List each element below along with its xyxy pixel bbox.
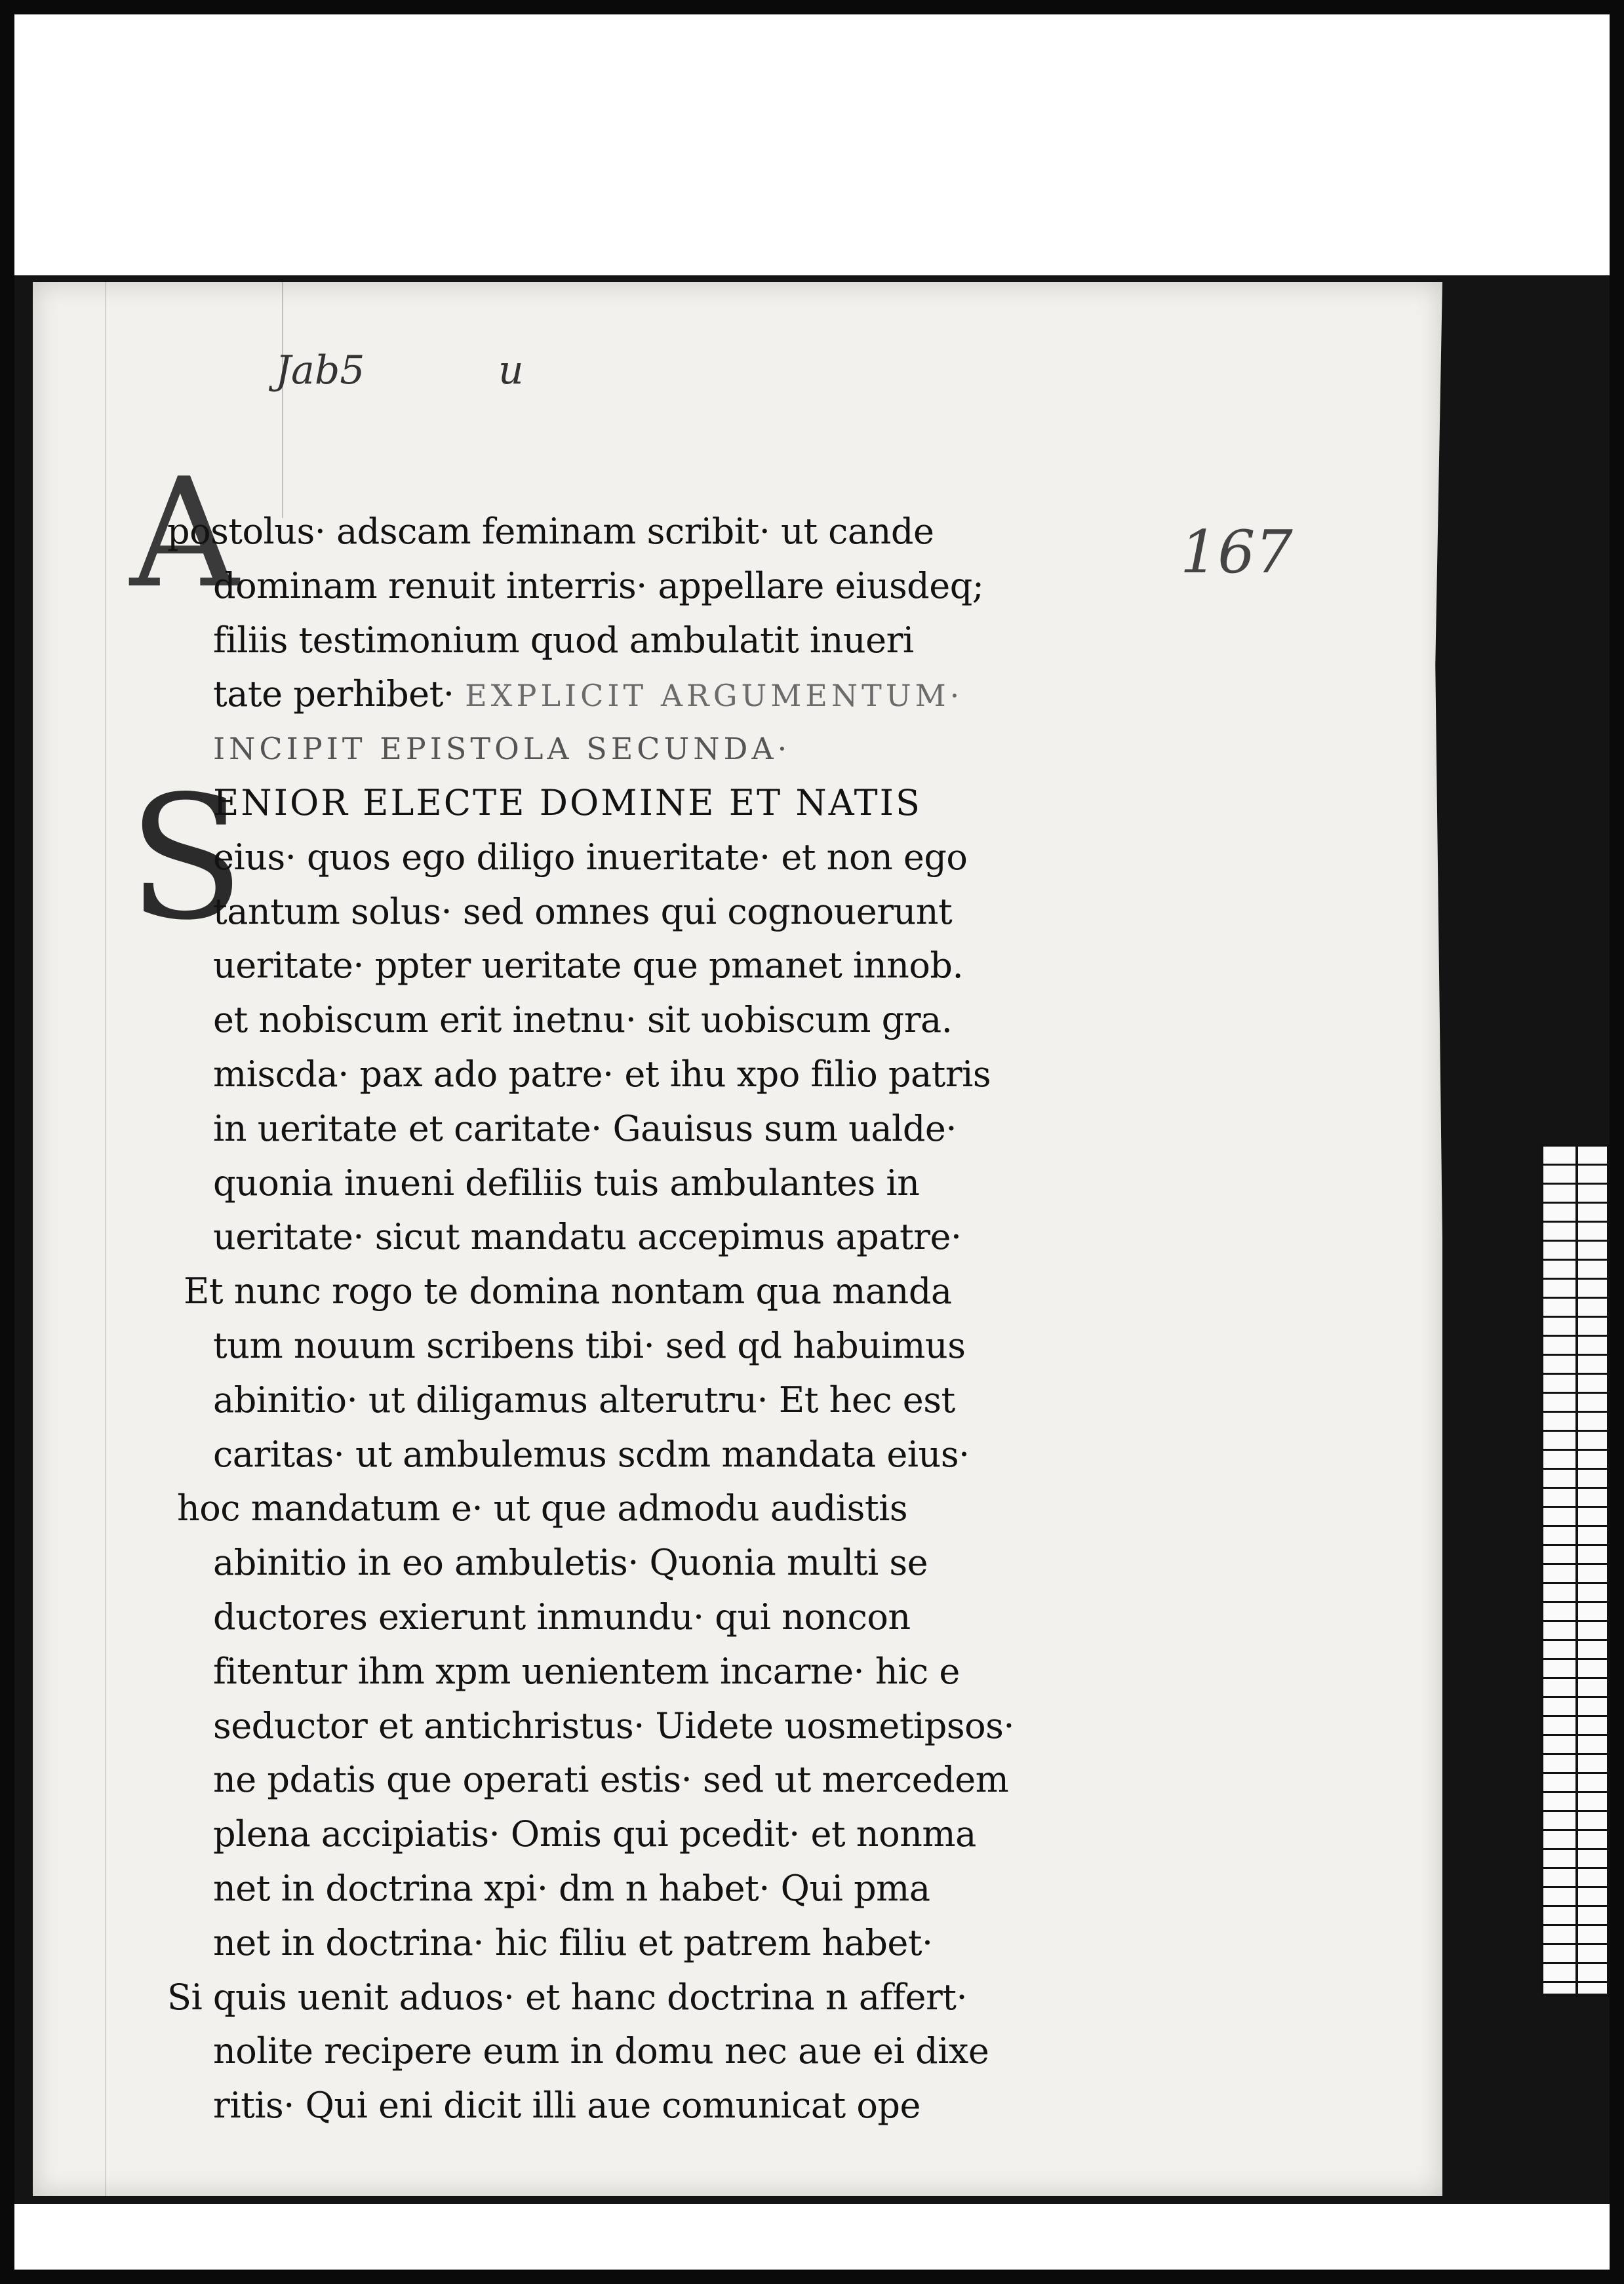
text-line-17: abinitio· ut diligamus alterutru· Et hec est [213, 1379, 955, 1421]
text-line-28: Si quis uenit aduos· et hanc doctrina n affert· [167, 1976, 968, 2018]
text-line-3: filiis testimonium quod ambulatit inueri [213, 619, 914, 661]
text-line-22: fitentur ihm xpm uenientem incarne· hic e [213, 1650, 960, 1692]
text-line-7: eius· quos ego diligo inueritate· et non ego [213, 836, 968, 878]
quire-note: u [498, 347, 524, 393]
text-line-21: ductores exierunt inmundu· qui noncon [213, 1596, 911, 1638]
text-line-4 [167, 667, 1131, 722]
incipit-heading: INCIPIT EPISTOLA SECUNDA· [213, 731, 791, 767]
manuscript-text [167, 505, 1131, 2133]
text-line-12: in ueritate et caritate· Gauisus sum ualde· [213, 1107, 957, 1149]
text-line-25: plena accipiatis· Omis qui pcedit· et nonma [213, 1813, 976, 1855]
text-line-11: miscda· pax ado patre· et ihu xpo filio patris [213, 1053, 991, 1095]
text-line-20: abinitio in eo ambuletis· Quonia multi se [213, 1542, 928, 1584]
scale-ruler [1541, 1144, 1610, 1996]
text-line-27: net in doctrina· hic filiu et patrem habet· [213, 1921, 933, 1963]
folio-number: 167 [1180, 518, 1293, 587]
text-line-26: net in doctrina xpi· dm n habet· Qui pma [213, 1867, 930, 1909]
decorated-initial-s: S [128, 760, 245, 958]
text-line-14: ueritate· sicut mandatu accepimus apatre· [213, 1216, 962, 1258]
text-line-8: tantum solus· sed omnes qui cognouerunt [213, 890, 953, 932]
text-line-9: ueritate· ppter ueritate que pmanet innob. [213, 945, 964, 987]
text-line-29: nolite recipere eum in domu nec aue ei dixe [213, 2030, 989, 2072]
text-line-16: tum nouum scribens tibi· sed qd habuimus [213, 1324, 966, 1366]
text-line-1: postolus· adscam feminam scribit· ut cande [167, 511, 934, 552]
text-line-4-main: tate perhibet· [213, 673, 454, 715]
text-line-19: hoc mandatum e· ut que admodu audistis [177, 1487, 908, 1529]
text-line-10: et nobiscum erit inetnu· sit uobiscum gra. [213, 999, 953, 1041]
text-line-6: ENIOR ELECTE DOMINE ET NATIS [213, 781, 922, 823]
text-line-23: seductor et antichristus· Uidete uosmetipsos· [213, 1704, 1014, 1746]
shelf-mark-note: Jab5 [275, 347, 365, 393]
text-line-15: Et nunc rogo te domina nontam qua manda [184, 1270, 952, 1312]
text-line-13: quonia inueni defiliis tuis ambulantes in [213, 1162, 920, 1204]
text-line-18: caritas· ut ambulemus scdm mandata eius· [213, 1433, 970, 1475]
explicit-rubric: EXPLICIT ARGUMENTUM· [465, 678, 964, 714]
decorated-initial-a: A [130, 446, 239, 621]
text-line-30: ritis· Qui eni dicit illi aue comunicat ope [213, 2085, 921, 2127]
text-line-2: dominam renuit interris· appellare eiusdeq; [213, 564, 984, 606]
text-line-24: ne pdatis que operati estis· sed ut mercedem [213, 1759, 1009, 1801]
